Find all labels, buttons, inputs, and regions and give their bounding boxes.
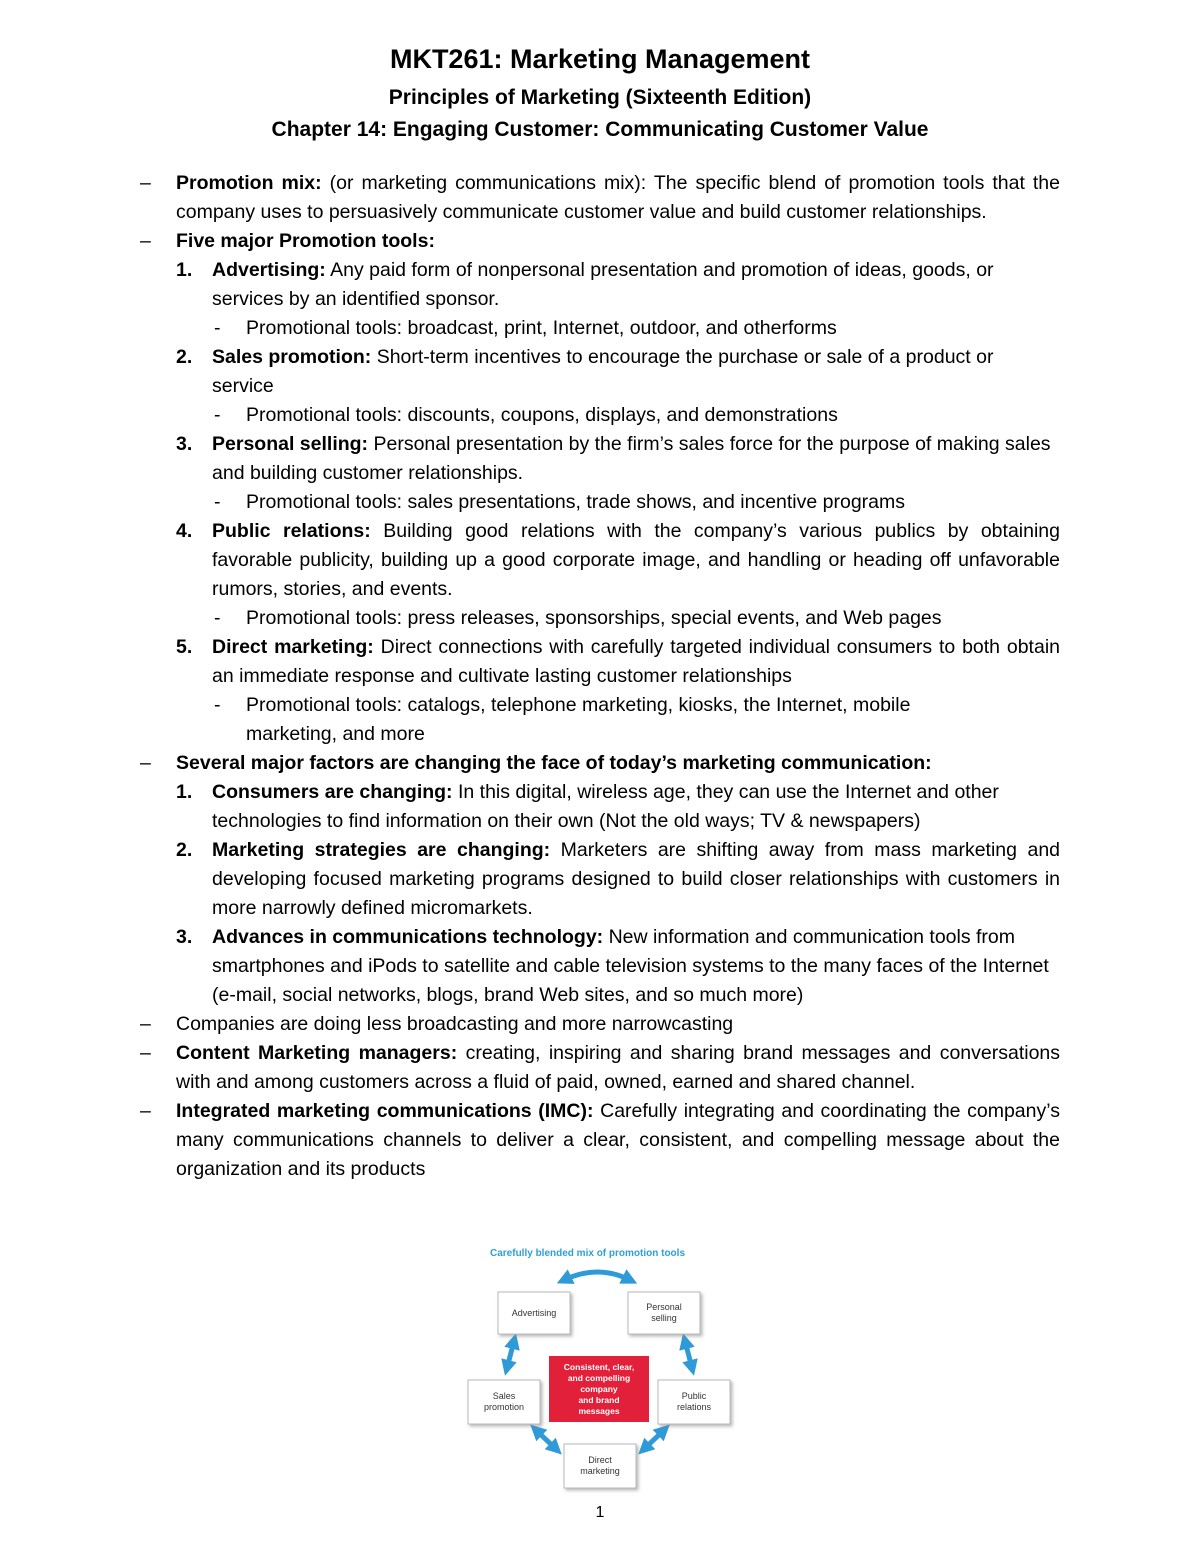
factor-text: Marketers are shifting away from mass marketing and developing focused marketing programs designed to build closer relationships with customers in more narrowly defined micromarkets. — [212, 839, 1061, 919]
imc-term: Integrated marketing communications (IMC): — [176, 1100, 594, 1122]
box-advertising-label: Advertising — [511, 1308, 557, 1318]
factor-text: New information and communication tools from smartphones and iPods to satellite and cable television systems to the many faces of the Internet (e-mail, social networks, blogs, brand Web sites, and so much more) — [212, 926, 1049, 1006]
list-number: 1. — [176, 781, 193, 803]
tool-definition: Personal presentation by the firm’s sales force for the purpose of making sales and building customer relationships. — [212, 433, 1051, 484]
box-sales-promotion — [468, 1380, 540, 1424]
tool-item-public-relations — [140, 517, 1060, 604]
factor-item-consumers — [140, 778, 1060, 836]
arrow-advertising-sales — [507, 1341, 514, 1368]
promotion-mix-term: Promotion mix: — [176, 172, 322, 194]
tool-definition: Building good relations with the company’s various publics by obtaining favorable publicity, building up a good corporate image, and handling or heading off unfavorable rumors, stories, and events. — [212, 520, 1060, 600]
factor-text: In this digital, wireless age, they can use the Internet and other technologies to find information on their own (Not the old ways; TV & newspapers) — [212, 781, 999, 832]
imc-item — [140, 1097, 1060, 1184]
page-number: 1 — [595, 1504, 605, 1521]
center-line-3: company — [580, 1384, 618, 1394]
factor-item-technology — [140, 923, 1060, 1010]
factors-heading-text: Several major factors are changing the face of today’s marketing communication: — [176, 752, 932, 774]
arrow-sales-direct — [536, 1430, 556, 1449]
tool-definition: Direct connections with carefully targeted individual consumers to both obtain an immediate response and cultivate lasting customer relationships — [212, 636, 1060, 687]
center-line-2: and compelling — [567, 1373, 631, 1383]
center-line-5: messages — [578, 1406, 620, 1416]
list-number: 2. — [176, 346, 193, 368]
content-marketing-text: creating, inspiring and sharing brand messages and conversations with and among customers across a fluid of paid, owned, earned and shared channel. — [176, 1042, 1061, 1093]
factors-heading — [140, 749, 1060, 778]
tool-item-direct-marketing — [140, 633, 1060, 691]
box-advertising — [498, 1292, 570, 1334]
box-direct-marketing — [564, 1444, 636, 1488]
promotion-tools-heading-text: Five major Promotion tools: — [176, 230, 435, 252]
tool-item-personal-selling — [140, 430, 1060, 488]
box-public-relations — [658, 1380, 730, 1424]
center-line-4: and brand — [578, 1395, 620, 1405]
figure-title: Carefully blended mix of promotion tools — [490, 1248, 686, 1259]
document-body — [140, 169, 1060, 1184]
list-number: 5. — [176, 636, 193, 658]
tool-term: Public relations: — [212, 520, 371, 542]
arrow-advertising-personal — [564, 1272, 630, 1280]
arrow-personal-public — [685, 1341, 692, 1368]
tool-sub-personal-selling: - Promotional tools: sales presentations, trade shows, and incentive programs — [140, 488, 1060, 517]
narrowcasting-item: – Companies are doing less broadcasting and more narrowcasting — [140, 1010, 1060, 1039]
box-direct-label-2: marketing — [580, 1466, 620, 1476]
promotion-tools-heading — [140, 227, 1060, 256]
center-message-box — [549, 1356, 649, 1422]
promotion-mix-item — [140, 169, 1060, 227]
tool-term: Direct marketing: — [212, 636, 374, 658]
list-number: 1. — [176, 259, 193, 281]
list-number: 4. — [176, 520, 193, 542]
tool-term: Personal selling: — [212, 433, 369, 455]
factor-term: Consumers are changing: — [212, 781, 453, 803]
list-number: 2. — [176, 839, 193, 861]
tool-definition: Short-term incentives to encourage the purchase or sale of a product or service — [212, 346, 994, 397]
factor-term: Advances in communications technology: — [212, 926, 604, 948]
box-personal-selling — [628, 1292, 700, 1334]
tool-term: Sales promotion: — [212, 346, 372, 368]
content-marketing-item — [140, 1039, 1060, 1097]
box-direct-label-1: Direct — [588, 1455, 612, 1465]
promotion-mix-figure — [462, 1240, 742, 1496]
center-line-1: Consistent, clear, — [563, 1362, 635, 1372]
chapter-title: Chapter 14: Engaging Customer: Communicating Customer Value — [271, 118, 929, 141]
book-title: Principles of Marketing (Sixteenth Edition) — [388, 86, 812, 109]
box-sales-label-2: promotion — [483, 1402, 525, 1412]
course-title: MKT261: Marketing Management — [389, 44, 811, 74]
box-public-label-2: relations — [676, 1402, 712, 1412]
tool-sub-advertising: - Promotional tools: broadcast, print, Internet, outdoor, and otherforms — [140, 314, 1060, 343]
tool-sub-sales-promotion: - Promotional tools: discounts, coupons, displays, and demonstrations — [140, 401, 1060, 430]
factor-item-strategies — [140, 836, 1060, 923]
imc-text: Carefully integrating and coordinating the company’s many communications channels to deliver a clear, consistent, and compelling message about the organization and its products — [176, 1100, 1060, 1180]
box-sales-label-1: Sales — [492, 1391, 516, 1401]
arrow-public-direct — [644, 1430, 664, 1449]
tool-definition: Any paid form of nonpersonal presentation and promotion of ideas, goods, or services by an identified sponsor. — [212, 259, 994, 310]
box-personal-label-2: selling — [651, 1313, 677, 1323]
tool-term: Advertising: — [212, 259, 326, 281]
content-marketing-term: Content Marketing managers: — [176, 1042, 458, 1064]
factor-term: Marketing strategies are changing: — [212, 839, 551, 861]
list-number: 3. — [176, 433, 193, 455]
tool-sub-direct-marketing: - Promotional tools: catalogs, telephone marketing, kiosks, the Internet, mobile marketing, and more — [140, 691, 1060, 749]
promotion-mix-text: (or marketing communications mix): The specific blend of promotion tools that the company uses to persuasively communicate customer value and build customer relationships. — [176, 172, 1061, 223]
tool-sub-public-relations: - Promotional tools: press releases, sponsorships, special events, and Web pages — [140, 604, 1060, 633]
tool-item-sales-promotion — [140, 343, 1060, 401]
box-public-label-1: Public — [681, 1391, 707, 1401]
box-personal-label-1: Personal — [646, 1302, 682, 1312]
tool-item-advertising — [140, 256, 1060, 314]
list-number: 3. — [176, 926, 193, 948]
